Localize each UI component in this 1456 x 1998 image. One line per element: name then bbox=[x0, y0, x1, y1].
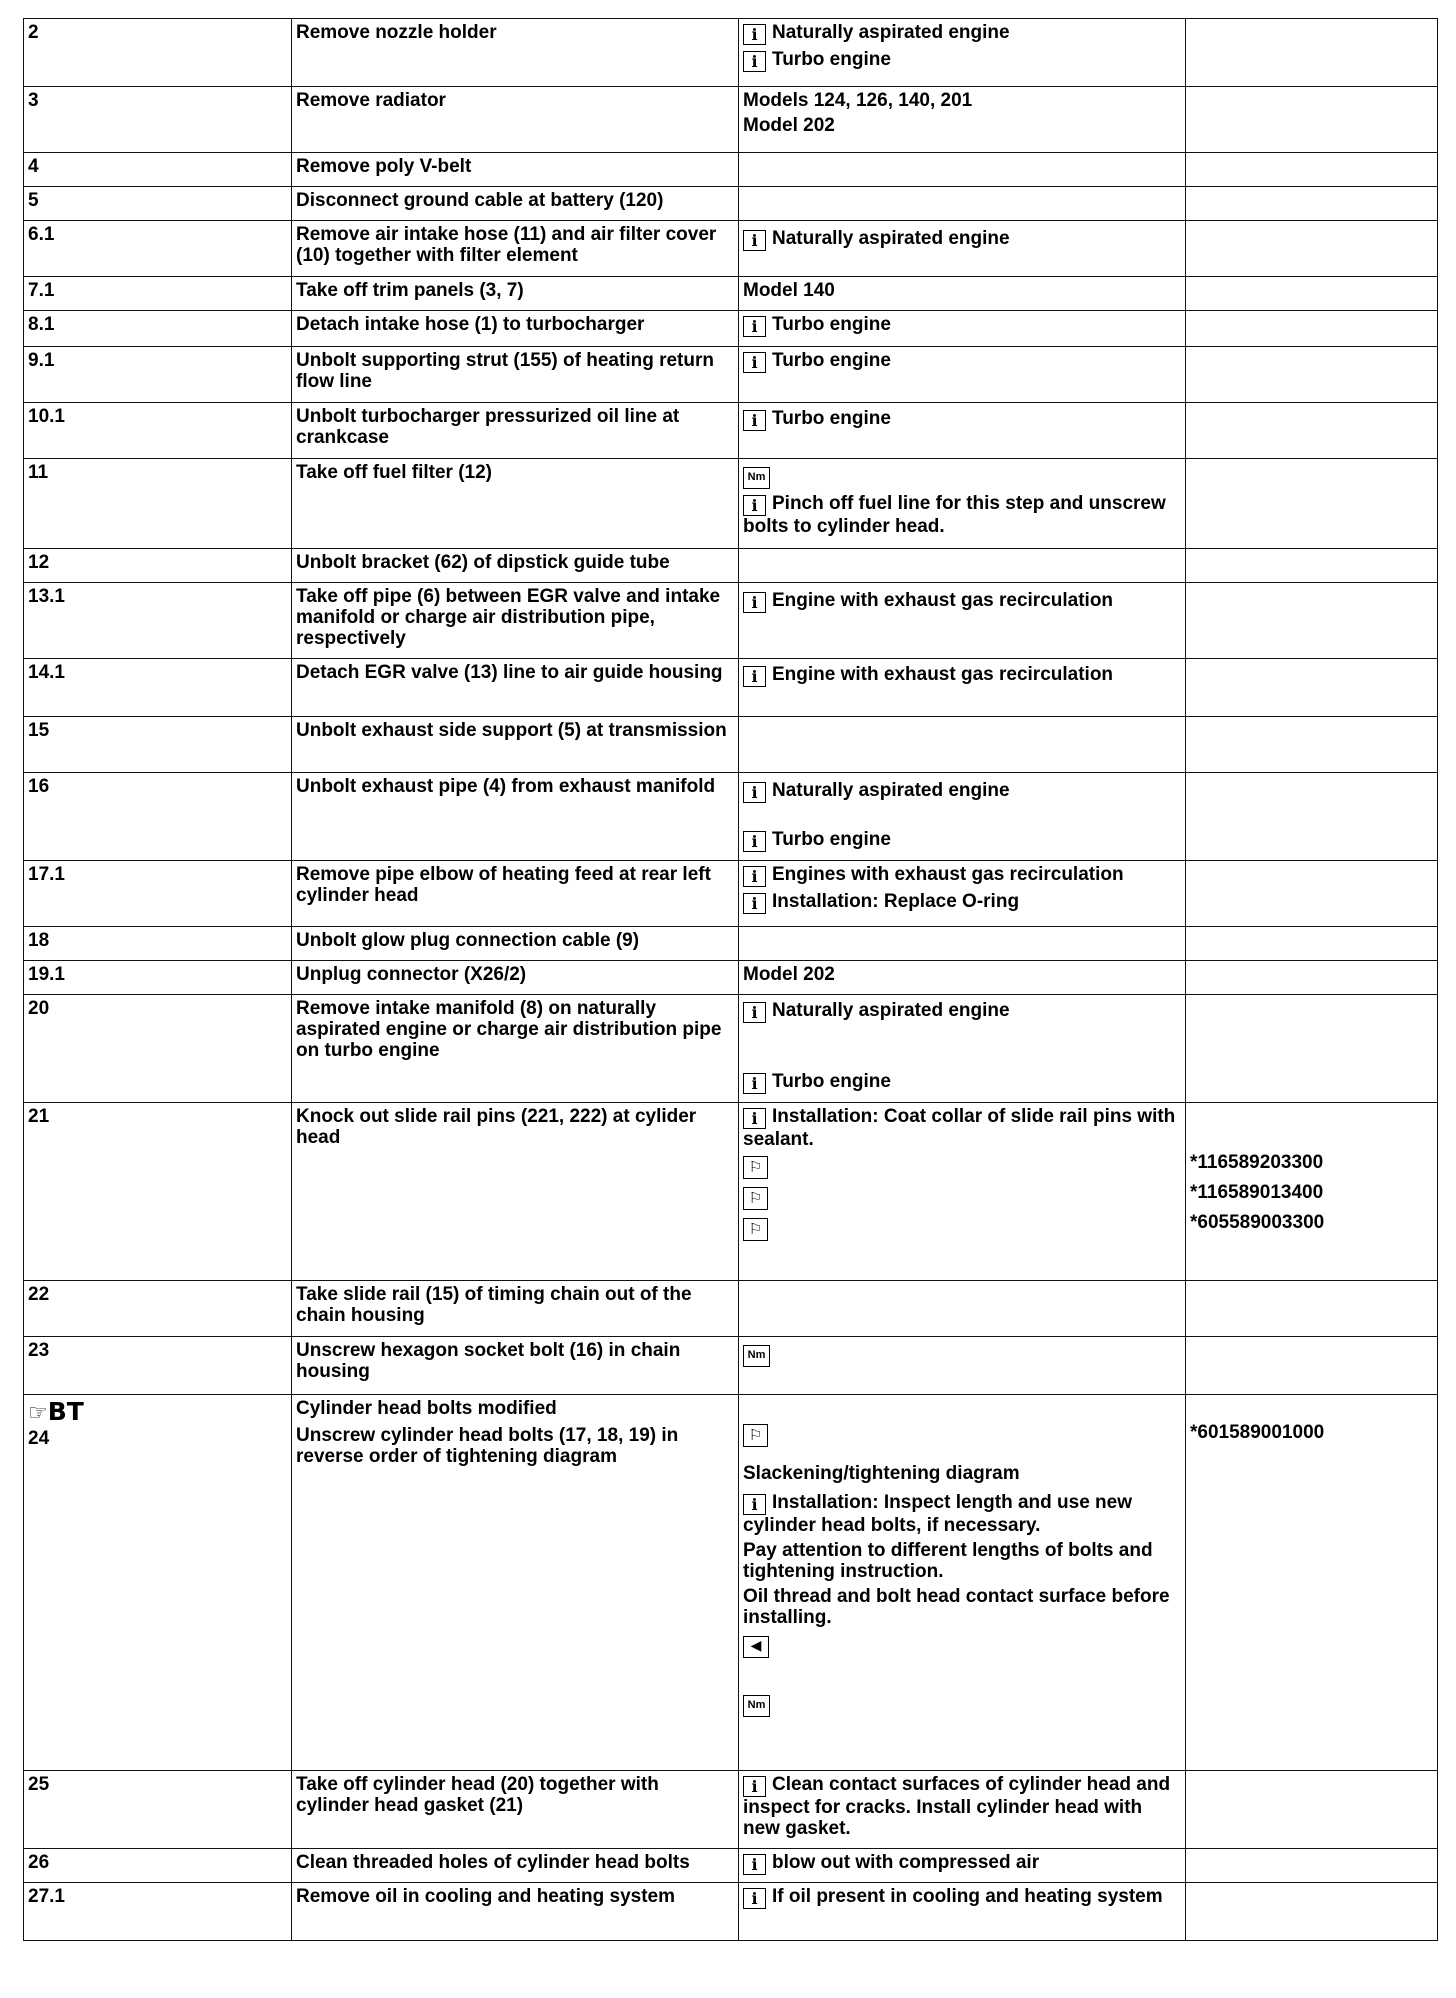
operation-text: Disconnect ground cable at battery (120) bbox=[292, 187, 739, 221]
operation-cell bbox=[292, 1395, 739, 1771]
operation-text: Clean threaded holes of cylinder head bolts bbox=[292, 1849, 739, 1883]
step-number: 12 bbox=[24, 549, 292, 583]
notes-cell: i Naturally aspirated engine i Turbo engine bbox=[739, 19, 1186, 87]
info-icon: i bbox=[743, 1854, 766, 1875]
operation-text: Remove pipe elbow of heating feed at rear left cylinder head bbox=[292, 861, 739, 927]
arrow-left-icon: ◀ bbox=[743, 1636, 769, 1658]
tool-cell bbox=[1186, 1395, 1438, 1771]
table-row bbox=[24, 961, 1438, 995]
tool-part-number: *601589001000 bbox=[1190, 1422, 1325, 1443]
notes-cell bbox=[739, 549, 1186, 583]
info-icon: i bbox=[743, 1494, 766, 1515]
info-icon: i bbox=[743, 1073, 766, 1094]
tool-cell bbox=[1186, 549, 1438, 583]
notes-cell: Nm i Pinch off fuel line for this step and unscrew bolts to cylinder head. bbox=[739, 459, 1186, 549]
step-number: 15 bbox=[24, 717, 292, 773]
table-row bbox=[24, 1337, 1438, 1395]
step-number: 13.1 bbox=[24, 583, 292, 659]
notes-cell: i Engine with exhaust gas recirculation bbox=[739, 659, 1186, 717]
model-text: Models 124, 126, 140, 201 bbox=[743, 90, 973, 111]
operation-text: Unscrew hexagon socket bolt (16) in chain housing bbox=[292, 1337, 739, 1395]
table-row bbox=[24, 1883, 1438, 1941]
tool-cell bbox=[1186, 311, 1438, 347]
step-number: 11 bbox=[24, 459, 292, 549]
operation-text: Unplug connector (X26/2) bbox=[292, 961, 739, 995]
operation-text: Take off fuel filter (12) bbox=[292, 459, 739, 549]
tool-cell bbox=[1186, 659, 1438, 717]
torque-nm-icon: Nm bbox=[743, 1695, 770, 1717]
tool-cell bbox=[1186, 153, 1438, 187]
notes-cell bbox=[739, 1337, 1186, 1395]
table-row bbox=[24, 221, 1438, 277]
notes-cell bbox=[739, 153, 1186, 187]
step-number: 16 bbox=[24, 773, 292, 861]
table-row bbox=[24, 19, 1438, 87]
notes-cell bbox=[739, 961, 1186, 995]
step-number: 3 bbox=[24, 87, 292, 153]
info-icon: i bbox=[743, 316, 766, 337]
operation-text: Remove nozzle holder bbox=[292, 19, 739, 87]
notes-cell bbox=[739, 277, 1186, 311]
tool-cell bbox=[1186, 773, 1438, 861]
step-number: 9.1 bbox=[24, 347, 292, 403]
info-icon: i bbox=[743, 666, 766, 687]
procedure-sheet bbox=[23, 18, 1437, 1941]
special-tool-icon: ⚐ bbox=[743, 1187, 768, 1210]
diagram-label: Slackening/tightening diagram bbox=[743, 1463, 1020, 1484]
operation-text: Unbolt glow plug connection cable (9) bbox=[292, 927, 739, 961]
operation-text: Take slide rail (15) of timing chain out of the chain housing bbox=[292, 1281, 739, 1337]
model-text: Model 202 bbox=[743, 964, 835, 985]
notes-cell bbox=[739, 1281, 1186, 1337]
model-text: Model 202 bbox=[743, 115, 835, 136]
step-number: 23 bbox=[24, 1337, 292, 1395]
tool-cell bbox=[1186, 187, 1438, 221]
info-icon: i bbox=[743, 410, 766, 431]
info-icon: i bbox=[743, 1108, 766, 1129]
table-row bbox=[24, 347, 1438, 403]
info-icon: i bbox=[743, 352, 766, 373]
step-number: 26 bbox=[24, 1849, 292, 1883]
notes-cell bbox=[739, 717, 1186, 773]
notes-cell bbox=[739, 87, 1186, 153]
operation-text: Unbolt exhaust side support (5) at transmission bbox=[292, 717, 739, 773]
notes-cell: i If oil present in cooling and heating system bbox=[739, 1883, 1186, 1941]
table-row bbox=[24, 459, 1438, 549]
notes-cell: ⚐ Slackening/tightening diagram i Installation: Inspect length and use new cylinder head bolts, if necessary. Pay attention to different lengths of bolts and tightening instruction. Oil thread and bolt head contact surface before installing. ◀ Nm bbox=[739, 1395, 1186, 1771]
tool-cell bbox=[1186, 1103, 1438, 1281]
tool-cell bbox=[1186, 961, 1438, 995]
operation-text: Unscrew cylinder head bolts (17, 18, 19) in reverse order of tightening diagram bbox=[296, 1425, 679, 1467]
info-icon: i bbox=[743, 782, 766, 803]
step-cell bbox=[24, 1395, 292, 1771]
tool-cell bbox=[1186, 347, 1438, 403]
step-number: 27.1 bbox=[24, 1883, 292, 1941]
info-icon: i bbox=[743, 893, 766, 914]
operation-text: Unbolt bracket (62) of dipstick guide tube bbox=[292, 549, 739, 583]
table-row bbox=[24, 277, 1438, 311]
table-row bbox=[24, 995, 1438, 1103]
table-row bbox=[24, 187, 1438, 221]
tool-part-number: *116589203300 bbox=[1190, 1152, 1324, 1173]
notes-cell: i Turbo engine bbox=[739, 347, 1186, 403]
notes-cell: i Naturally aspirated engine bbox=[739, 221, 1186, 277]
step-number: 7.1 bbox=[24, 277, 292, 311]
step-number: 17.1 bbox=[24, 861, 292, 927]
pointing-hand-icon: ☞ bbox=[28, 1401, 48, 1426]
step-number: 2 bbox=[24, 19, 292, 87]
info-icon: i bbox=[743, 51, 766, 72]
tool-part-number: *116589013400 bbox=[1190, 1182, 1324, 1203]
step-number: 18 bbox=[24, 927, 292, 961]
table-row bbox=[24, 717, 1438, 773]
special-tool-icon: ⚐ bbox=[743, 1424, 768, 1447]
operation-text: Remove poly V-belt bbox=[292, 153, 739, 187]
table-row bbox=[24, 1103, 1438, 1281]
tool-cell bbox=[1186, 1337, 1438, 1395]
step-number: 8.1 bbox=[24, 311, 292, 347]
torque-nm-icon: Nm bbox=[743, 1345, 770, 1367]
step-number: 19.1 bbox=[24, 961, 292, 995]
tool-cell bbox=[1186, 1281, 1438, 1337]
operation-text: Remove radiator bbox=[292, 87, 739, 153]
operation-text: Take off cylinder head (20) together with cylinder head gasket (21) bbox=[292, 1771, 739, 1849]
notes-cell: i Turbo engine bbox=[739, 403, 1186, 459]
info-icon: i bbox=[743, 1002, 766, 1023]
table-row bbox=[24, 861, 1438, 927]
notes-cell: i blow out with compressed air bbox=[739, 1849, 1186, 1883]
operation-text: Take off pipe (6) between EGR valve and intake manifold or charge air distribution pipe, respectively bbox=[292, 583, 739, 659]
info-icon: i bbox=[743, 495, 766, 516]
step-number: 21 bbox=[24, 1103, 292, 1281]
step-number: 25 bbox=[24, 1771, 292, 1849]
operation-text: Unbolt supporting strut (155) of heating return flow line bbox=[292, 347, 739, 403]
notes-cell bbox=[739, 187, 1186, 221]
tool-cell bbox=[1186, 861, 1438, 927]
tool-cell bbox=[1186, 1883, 1438, 1941]
info-icon: i bbox=[743, 1776, 766, 1797]
step-number: 24 bbox=[28, 1428, 50, 1449]
operation-text: Take off trim panels (3, 7) bbox=[292, 277, 739, 311]
tool-cell bbox=[1186, 583, 1438, 659]
tool-cell bbox=[1186, 277, 1438, 311]
notes-cell bbox=[739, 927, 1186, 961]
step-number: 4 bbox=[24, 153, 292, 187]
info-icon: i bbox=[743, 831, 766, 852]
notes-cell: i Engine with exhaust gas recirculation bbox=[739, 583, 1186, 659]
operation-text: Remove intake manifold (8) on naturally aspirated engine or charge air distribution pipe on turbo engine bbox=[292, 995, 739, 1103]
operation-text: Remove oil in cooling and heating system bbox=[292, 1883, 739, 1941]
table-row bbox=[24, 403, 1438, 459]
table-row bbox=[24, 1395, 1438, 1771]
tool-cell bbox=[1186, 1771, 1438, 1849]
step-number: 10.1 bbox=[24, 403, 292, 459]
step-number: 14.1 bbox=[24, 659, 292, 717]
operation-text: Detach EGR valve (13) line to air guide housing bbox=[292, 659, 739, 717]
operation-text: Unbolt exhaust pipe (4) from exhaust manifold bbox=[292, 773, 739, 861]
bt-marker: ☞BT bbox=[28, 1397, 84, 1426]
operation-text: Knock out slide rail pins (221, 222) at cylider head bbox=[292, 1103, 739, 1281]
instruction-text: Oil thread and bolt head contact surface before installing. bbox=[743, 1586, 1170, 1628]
special-tool-icon: ⚐ bbox=[743, 1156, 768, 1179]
table-row bbox=[24, 659, 1438, 717]
tool-cell bbox=[1186, 459, 1438, 549]
info-icon: i bbox=[743, 866, 766, 887]
info-icon: i bbox=[743, 230, 766, 251]
special-tool-icon: ⚐ bbox=[743, 1218, 768, 1241]
operation-text: Detach intake hose (1) to turbocharger bbox=[292, 311, 739, 347]
step-number: 22 bbox=[24, 1281, 292, 1337]
torque-nm-icon: Nm bbox=[743, 467, 770, 489]
table-row bbox=[24, 773, 1438, 861]
notes-cell: i Naturally aspirated engine i Turbo engine bbox=[739, 995, 1186, 1103]
tool-cell bbox=[1186, 717, 1438, 773]
notes-cell: i Engines with exhaust gas recirculation i Installation: Replace O-ring bbox=[739, 861, 1186, 927]
table-row bbox=[24, 1849, 1438, 1883]
tool-cell bbox=[1186, 1849, 1438, 1883]
tool-cell bbox=[1186, 927, 1438, 961]
procedure-table bbox=[23, 18, 1438, 1941]
table-row bbox=[24, 549, 1438, 583]
tool-cell bbox=[1186, 221, 1438, 277]
table-row bbox=[24, 1771, 1438, 1849]
table-row bbox=[24, 87, 1438, 153]
operation-text: Unbolt turbocharger pressurized oil line at crankcase bbox=[292, 403, 739, 459]
step-number: 6.1 bbox=[24, 221, 292, 277]
tool-cell bbox=[1186, 19, 1438, 87]
tool-cell bbox=[1186, 403, 1438, 459]
notes-cell: i Turbo engine bbox=[739, 311, 1186, 347]
info-icon: i bbox=[743, 1888, 766, 1909]
model-text: Model 140 bbox=[743, 280, 835, 301]
table-row bbox=[24, 311, 1438, 347]
info-icon: i bbox=[743, 24, 766, 45]
step-number: 20 bbox=[24, 995, 292, 1103]
notes-cell: i Naturally aspirated engine i Turbo engine bbox=[739, 773, 1186, 861]
table-row bbox=[24, 1281, 1438, 1337]
table-row bbox=[24, 583, 1438, 659]
table-row bbox=[24, 153, 1438, 187]
modification-note: Cylinder head bolts modified bbox=[296, 1398, 557, 1419]
tool-cell bbox=[1186, 87, 1438, 153]
notes-cell: i Clean contact surfaces of cylinder head and inspect for cracks. Install cylinder head with new gasket. bbox=[739, 1771, 1186, 1849]
info-icon: i bbox=[743, 592, 766, 613]
tool-cell bbox=[1186, 995, 1438, 1103]
operation-text: Remove air intake hose (11) and air filter cover (10) together with filter element bbox=[292, 221, 739, 277]
notes-cell: i Installation: Coat collar of slide rail pins with sealant. ⚐ ⚐ ⚐ bbox=[739, 1103, 1186, 1281]
tool-part-number: *605589003300 bbox=[1190, 1212, 1325, 1233]
instruction-text: Pay attention to different lengths of bolts and tightening instruction. bbox=[743, 1540, 1153, 1582]
step-number: 5 bbox=[24, 187, 292, 221]
table-row bbox=[24, 927, 1438, 961]
